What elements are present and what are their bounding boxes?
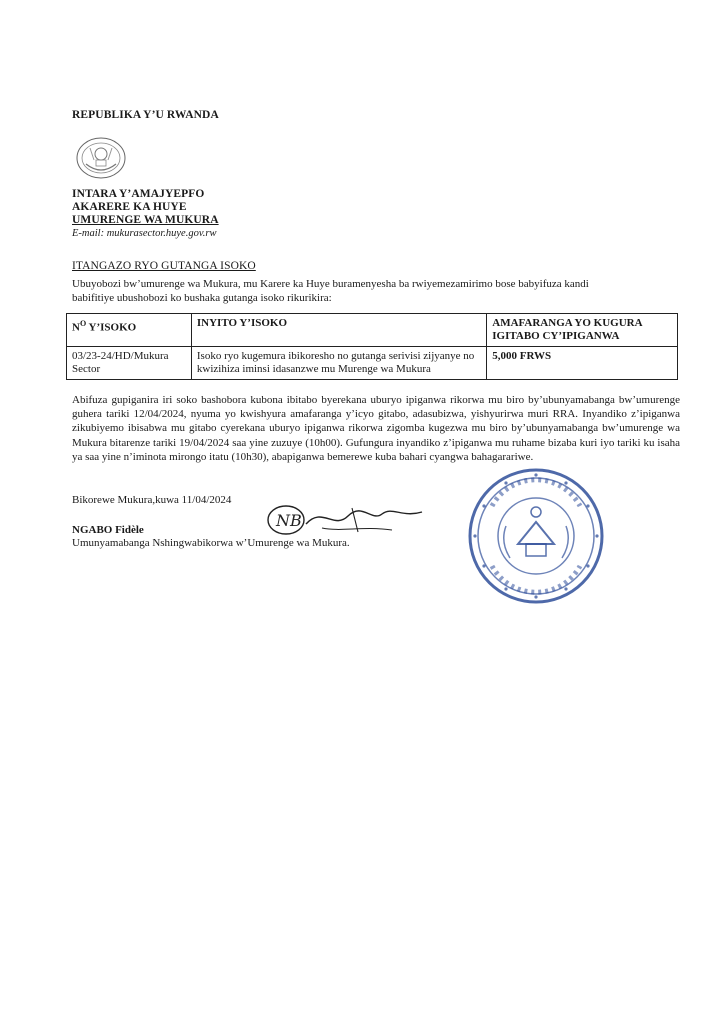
coat-of-arms-emblem xyxy=(74,134,128,182)
cell-tender-description: Isoko ryo kugemura ibikoresho no gutanga serivisi zijyanye no kwizihiza iminsi idasanzwe mu Murenge wa Mukura xyxy=(191,347,486,380)
signatory-name: NGABO Fidèle xyxy=(72,524,144,536)
signature-initials: NB xyxy=(276,511,302,530)
signatory-title: Umunyamabanga Nshingwabikorwa w’Umurenge wa Mukura. xyxy=(72,537,350,549)
table-row xyxy=(67,347,678,380)
place-date: Bikorewe Mukura,kuwa 11/04/2024 xyxy=(72,494,232,506)
notice-intro: Ubuyobozi bw’umurenge wa Mukura, mu Karere ka Huye buramenyesha ba rwiyemezamirimo bose babyifuza kandi babifitiye ubushobozi ko bushaka gutanga isoko rikurikira: xyxy=(72,278,589,304)
republic-heading: REPUBLIKA Y’U RWANDA xyxy=(72,109,219,121)
district-heading: AKARERE KA HUYE xyxy=(72,201,187,213)
cell-tender-number: 03/23-24/HD/Mukura Sector xyxy=(67,347,192,380)
handwritten-signature xyxy=(262,496,432,546)
body-paragraph: Abifuza gupiganira iri soko bashobora kubona ibitabo byerekana uburyo ipiganwa rikorwa mu biro by’ubunyamabanga bw’umurenge guhera tariki 12/04/2024, nyuma yo kwishyura amafaranga y’icyo gitabo, adasubizwa, yishyurirwa muri RRA. Inyandiko z’ipiganwa zikubiyemo ibisabwa mu gitabo cyerekana uburyo ipiganwa rikorwa zigomba kugezwa mu biro by’ubunyamabanga bw’umurenge wa Mukura bitarenze tariki 19/04/2024 saa yine zuzuye (10h00). Gufungura inyandiko z’ipiganwa mu ruhame bizaba kuri iyo tariki ku isaha ya saa yine n’iminota mirongo itatu (10h30), abapiganwa bemerewe kuba bahari cyangwa bahagarariwe. xyxy=(72,394,680,463)
sector-heading: UMURENGE WA MUKURA xyxy=(72,214,219,226)
official-stamp xyxy=(466,466,606,606)
cell-price: 5,000 FRWS xyxy=(487,347,678,380)
header-tender-title: INYITO Y’ISOKO xyxy=(191,314,486,347)
province-heading: INTARA Y’AMAJYEPFO xyxy=(72,188,205,200)
header-tender-number: $N^O$ Y’ISOKO xyxy=(67,314,192,347)
tender-table xyxy=(66,313,678,380)
table-header-row xyxy=(67,314,678,347)
email-line: E-mail: mukurasector.huye.gov.rw xyxy=(72,228,217,239)
header-bid-document-price: AMAFARANGA YO KUGURA IGITABO CY’IPIGANWA xyxy=(487,314,678,347)
notice-title: ITANGAZO RYO GUTANGA ISOKO xyxy=(72,260,256,272)
